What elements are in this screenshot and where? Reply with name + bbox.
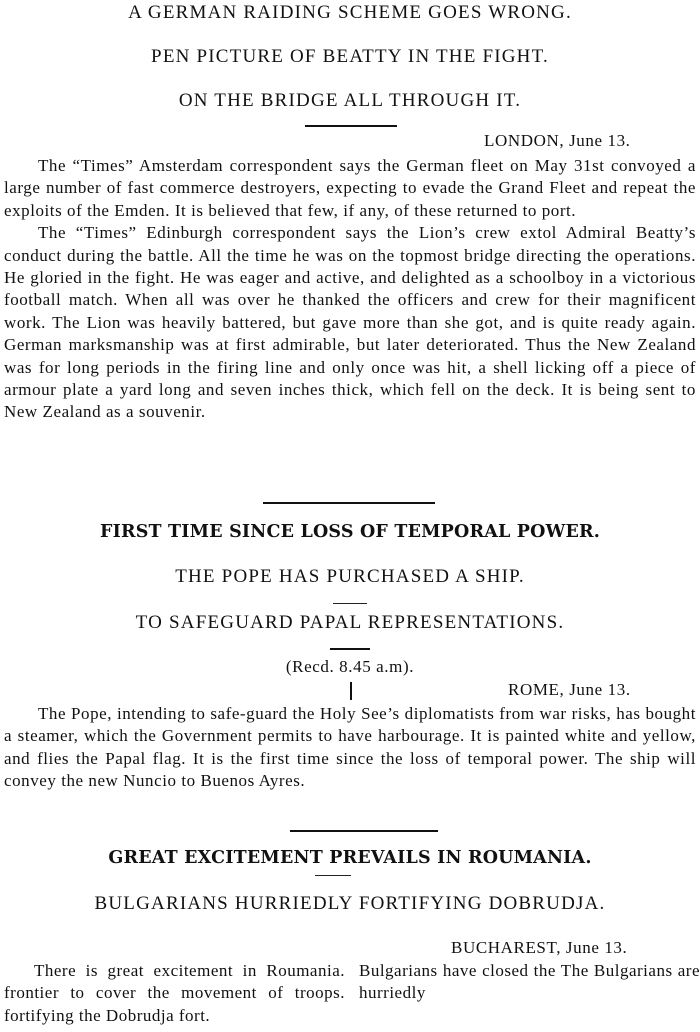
article1-body xyxy=(4,155,696,424)
article1-paragraph: The “Times” Amsterdam correspondent says the German fleet on May 31st convoyed a large number of fast commerce destroyers, expecting to evade the Grand Fleet and repeat the exploits of the Emden. It is believed that few, if any, of these returned to port. xyxy=(4,156,696,220)
headline-rule xyxy=(315,875,351,876)
article1-headline1: A GERMAN RAIDING SCHEME GOES WRONG. xyxy=(128,2,572,23)
article2-dateline: ROME, June 13. xyxy=(508,680,631,699)
article3-dateline: BUCHAREST, June 13. xyxy=(451,938,628,957)
print-smudge xyxy=(350,682,352,700)
article3-column-left: There is great excitement in Roumania. frontier to cover the movement of troops. fortifying the Dobrudja fort. xyxy=(4,961,345,1025)
article2-received-time: (Recd. 8.45 a.m). xyxy=(285,657,415,676)
headline-rule xyxy=(305,125,397,127)
section-divider xyxy=(290,830,438,832)
article2-body xyxy=(4,703,696,793)
article2-headline1: FIRST TIME SINCE LOSS OF TEMPORAL POWER. xyxy=(99,522,601,542)
article3-headline1: GREAT EXCITEMENT PREVAILS IN ROUMANIA. xyxy=(108,848,592,868)
article3-headline2: BULGARIANS HURRIEDLY FORTIFYING DOBRUDJA. xyxy=(94,893,606,914)
article2-headline2: THE POPE HAS PURCHASED A SHIP. xyxy=(175,566,525,587)
article1-headline3: ON THE BRIDGE ALL THROUGH IT. xyxy=(178,90,522,111)
section-divider xyxy=(263,502,435,504)
headline-rule xyxy=(330,648,370,650)
article1-dateline: LONDON, June 13. xyxy=(484,131,631,150)
article2-headline3: TO SAFEGUARD PAPAL REPRESENTATIONS. xyxy=(135,612,565,633)
article1-headline2: PEN PICTURE OF BEATTY IN THE FIGHT. xyxy=(151,46,549,67)
article1-paragraph: The “Times” Edinburgh correspondent says the Lion’s crew extol Admiral Beatty’s conduct during the battle. All the time he was on the topmost bridge directing the operations. He gloried in the fight. He was eager and active, and delighted as a schoolboy in a victorious football match. When all was over he thanked the officers and crew for their magnificent work. The Lion was heavily battered, but gave more than she got, and is quite ready again. German marksmanship was at first admirable, but later deteriorated. Thus the New Zealand was for long periods in the firing line and only once was hit, a shell licking off a piece of armour plate a yard long and seven inches thick, which fell on the deck. It is being sent to New Zealand as a souvenir. xyxy=(4,223,696,422)
article3-column-right: Bulgarians have closed the The Bulgarians are hurriedly xyxy=(359,961,700,1003)
article2-paragraph: The Pope, intending to safe-guard the Holy See’s diplomatists from war risks, has bought a steamer, which the Government permits to have harbourage. It is painted white and yellow, and flies the Papal flag. It is the first time since the loss of temporal power. The ship will convey the new Nuncio to Buenos Ayres. xyxy=(4,704,696,791)
article3-body xyxy=(4,960,700,1027)
headline-rule xyxy=(333,603,367,604)
